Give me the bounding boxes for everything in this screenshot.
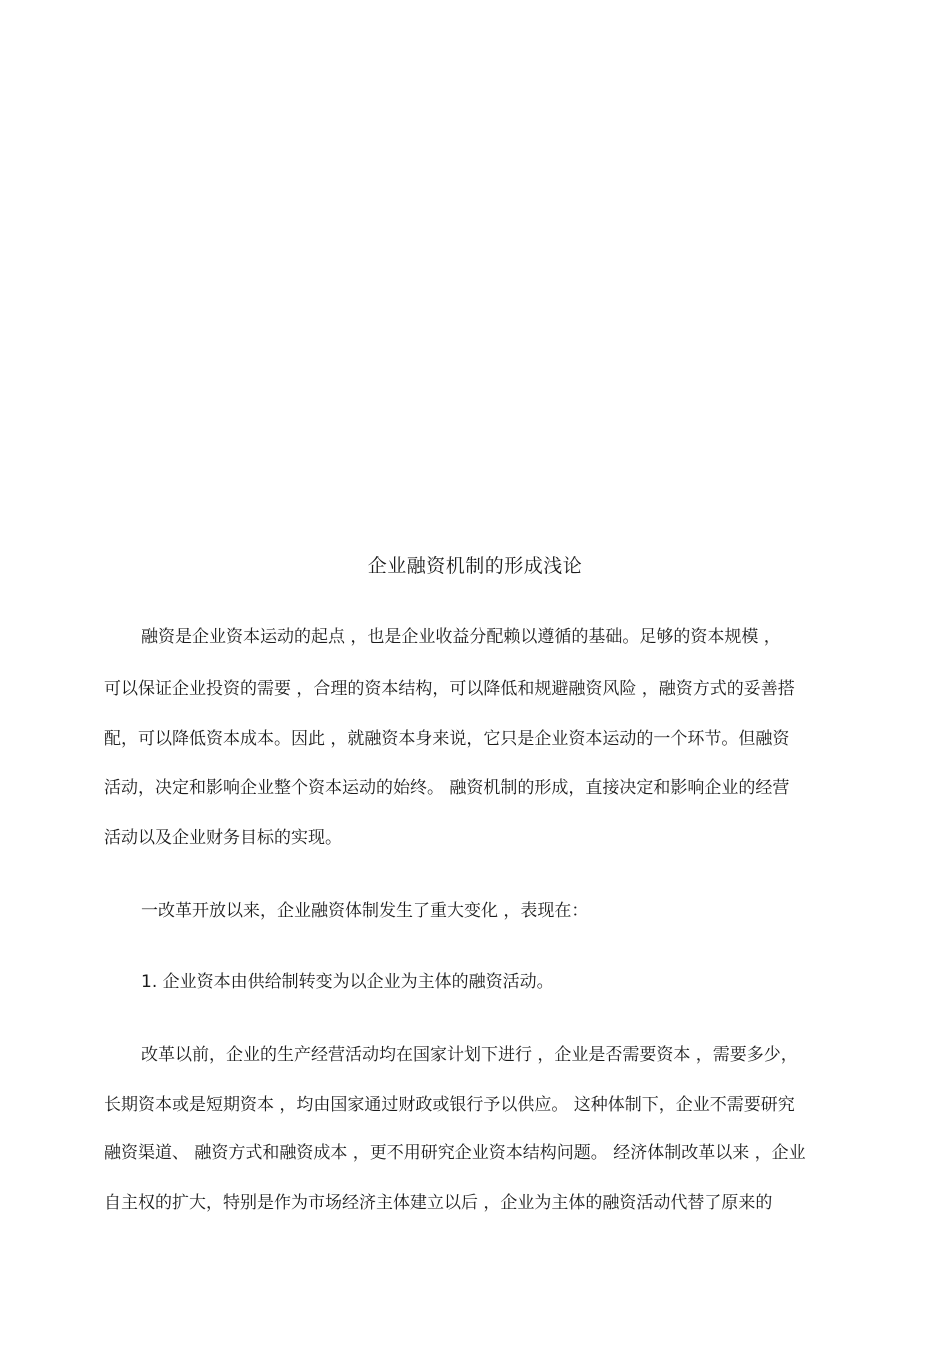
paragraph-1-line-3: 配，可以降低资本成本。因此 ，就融资本身来说，它只是企业资本运动的一个环节。但融资 <box>104 729 790 749</box>
paragraph-1-line-1: 融资是企业资本运动的起点 ，也是企业收益分配赖以遵循的基础。足够的资本规模 ， <box>141 627 781 647</box>
document-title: 企业融资机制的形成浅论 <box>367 555 583 577</box>
paragraph-1-line-4: 活动，决定和影响企业整个资本运动的始终。 融资机制的形成，直接决定和影响企业的经营 <box>104 778 790 798</box>
paragraph-4-line-2: 长期资本或是短期资本 ，均由国家通过财政或银行予以供应。 这种体制下，企业不需要研究 <box>104 1095 795 1115</box>
paragraph-2-line-1: 一改革开放以来，企业融资体制发生了重大变化 ，表现在： <box>141 901 589 921</box>
paragraph-3-line-1: 1. 企业资本由供给制转变为以企业为主体的融资活动。 <box>141 972 554 992</box>
paragraph-4-line-3: 融资渠道、 融资方式和融资成本 ，更不用研究企业资本结构问题。 经济体制改革以来 ，企业 <box>104 1143 806 1163</box>
paragraph-1-line-5: 活动以及企业财务目标的实现。 <box>104 828 342 848</box>
paragraph-1-line-2: 可以保证企业投资的需要 ，合理的资本结构，可以降低和规避融资风险 ，融资方式的妥善搭 <box>104 679 795 699</box>
paragraph-4-line-4: 自主权的扩大，特别是作为市场经济主体建立以后 ，企业为主体的融资活动代替了原来的 <box>104 1193 773 1213</box>
paragraph-4-line-1: 改革以前，企业的生产经营活动均在国家计划下进行 ，企业是否需要资本 ，需要多少， <box>141 1045 798 1065</box>
